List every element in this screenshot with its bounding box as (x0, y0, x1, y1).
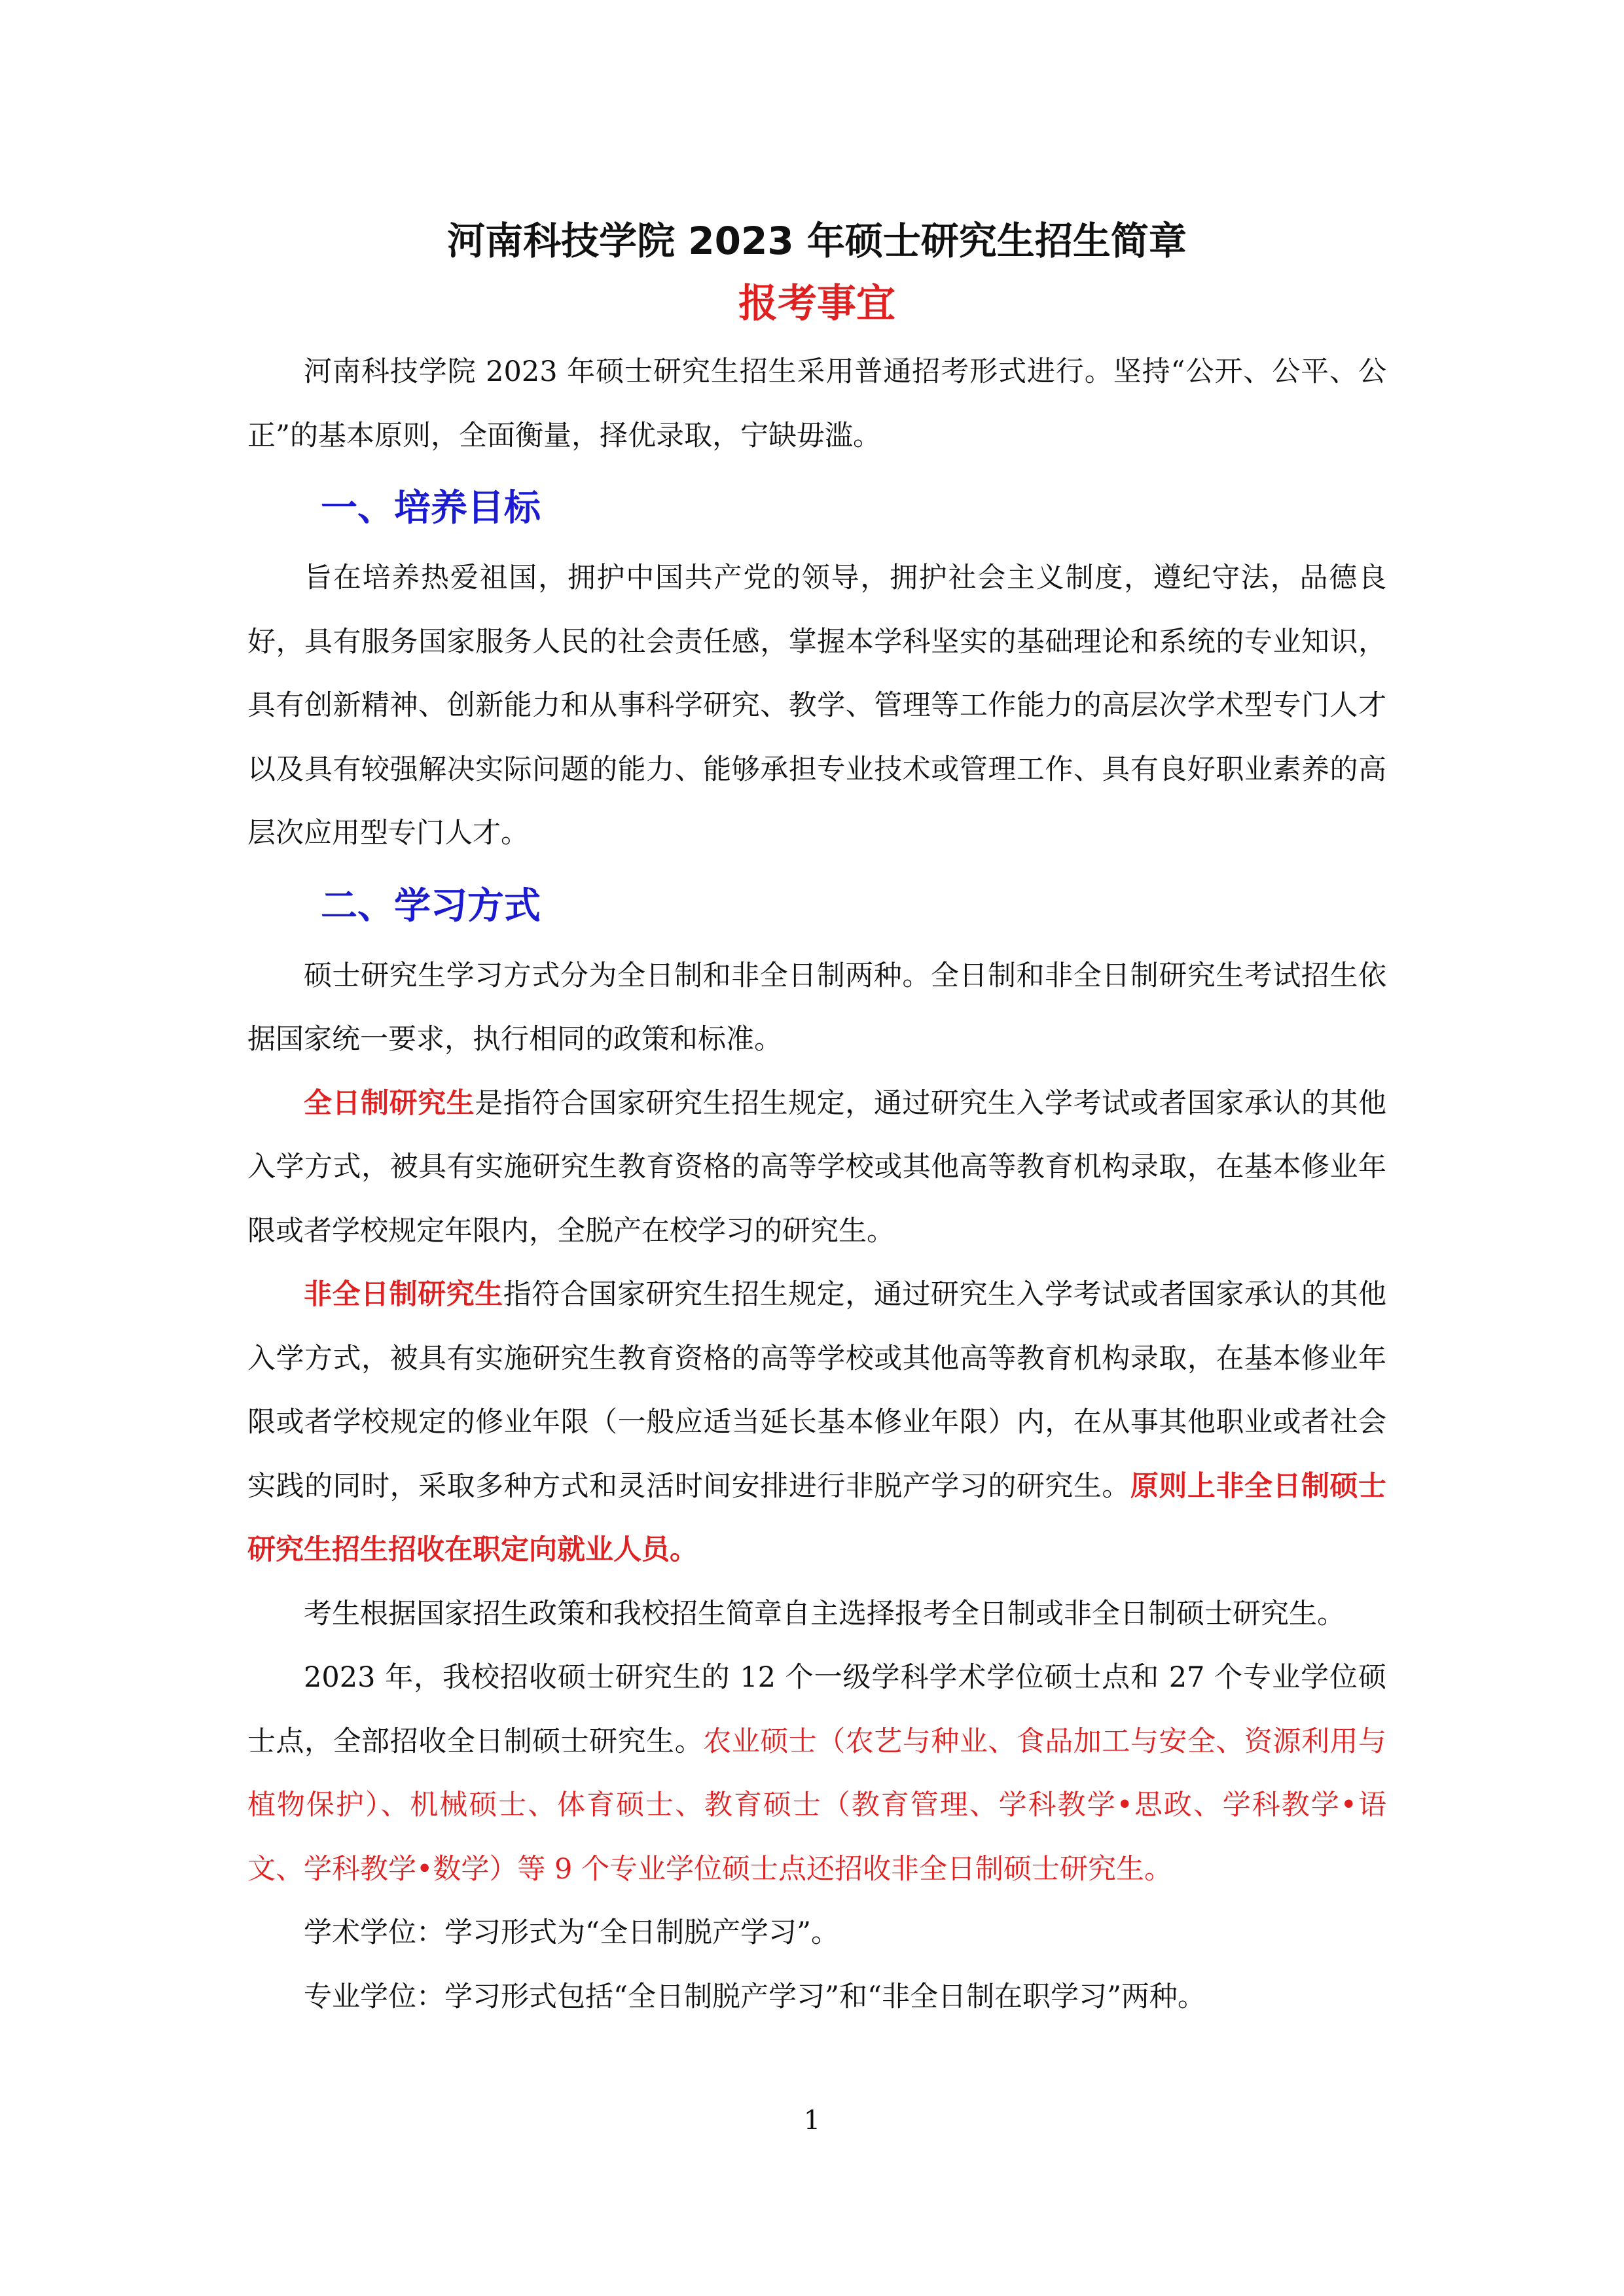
part-time-note: 原则上非全日制硕士研究生招生招收在职定向就业人员。 (247, 1469, 1387, 1566)
choice-paragraph: 考生根据国家招生政策和我校招生简章自主选择报考全日制或非全日制硕士研究生。 (304, 1597, 1345, 1630)
page-number: 1 (803, 2106, 821, 2136)
part-time-term: 非全日制研究生 (304, 1278, 503, 1311)
document-title: 河南科技学院 2023 年硕士研究生招生简章 (447, 219, 1187, 263)
professional-degree-paragraph: 专业学位：学习形式包括“全日制脱产学习”和“非全日制在职学习”两种。 (304, 1980, 1206, 2013)
training-goals-paragraph: 旨在培养热爱祖国，拥护中国共产党的领导，拥护社会主义制度，遵纪守法，品德良好，具有服务国家服务人民的社会责任感，掌握本学科坚实的基础理论和系统的专业知识，具有创新精神、创新能力和从事科学研究、教学、管理等工作能力的高层次学术型专门人才以及具有较强解决实际问题的能力、能够承担专业技术或管理工作、具有良好职业素养的高层次应用型专门人才。 (247, 562, 1386, 850)
enrollment-text: 2023 年，我校招收硕士研究生的 12 个一级学科学术学位硕士点和 27 个专业学位硕士点，全部招收全日制硕士研究生。 (247, 1661, 1386, 1758)
academic-degree-paragraph: 学术学位：学习形式为“全日制脱产学习”。 (304, 1916, 839, 1949)
section-heading-training-goals: 一、培养目标 (321, 487, 541, 529)
study-mode-paragraph: 硕士研究生学习方式分为全日制和非全日制两种。全日制和非全日制研究生考试招生依据国家统一要求，执行相同的政策和标准。 (247, 959, 1386, 1056)
part-time-definition: 指符合国家研究生招生规定，通过研究生入学考试或者国家承认的其他入学方式，被具有实施研究生教育资格的高等学校或其他高等教育机构录取，在基本修业年限或者学校规定的修业年限（一般应适当延长基本修业年限）内，在从事其他职业或者社会实践的同时，采取多种方式和灵活时间安排进行非脱产学习的研究生。 (247, 1278, 1387, 1503)
part-time-paragraph (247, 1263, 1386, 1583)
enrollment-paragraph (247, 1646, 1386, 1901)
document-subtitle: 报考事宜 (738, 281, 895, 327)
full-time-paragraph (247, 1072, 1386, 1264)
document-page (247, 209, 1386, 2029)
full-time-definition: 是指符合国家研究生招生规定，通过研究生入学考试或者国家承认的其他入学方式，被具有实施研究生教育资格的高等学校或其他高等教育机构录取，在基本修业年限或者学校规定年限内，全脱产在校学习的研究生。 (247, 1086, 1387, 1247)
section-heading-study-mode: 二、学习方式 (321, 884, 541, 927)
full-time-term: 全日制研究生 (304, 1086, 475, 1120)
intro-paragraph: 河南科技学院 2023 年硕士研究生招生采用普通招考形式进行。坚持“公开、公平、公正”的基本原则，全面衡量，择优录取，宁缺毋滥。 (247, 355, 1386, 452)
enrollment-part-time-list: 农业硕士（农艺与种业、食品加工与安全、资源利用与植物保护）、机械硕士、体育硕士、教育硕士（教育管理、学科教学•思政、学科教学•语文、学科教学•数学）等 9 个专业学位硕士点还招收非全日制硕士研究生。 (247, 1725, 1387, 1886)
